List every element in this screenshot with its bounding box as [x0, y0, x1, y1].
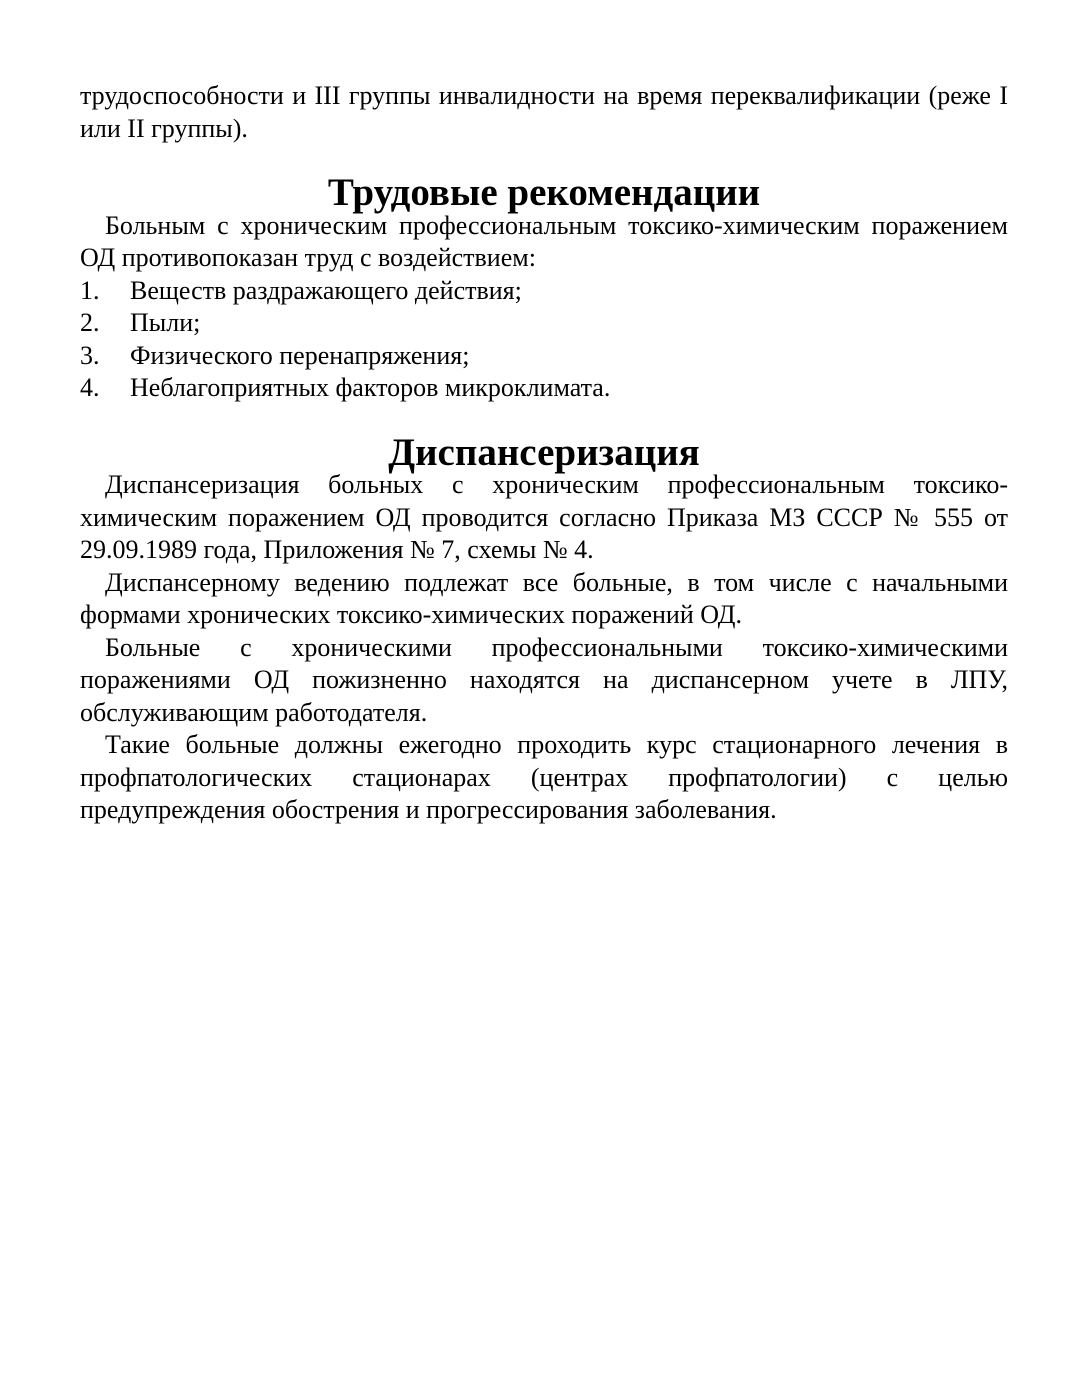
dispensary-paragraph: Такие больные должны ежегодно проходить курс стационарного лечения в профпатологических стационарах (центрах профпатологии) с целью предупреждения обострения и прогрессирования заболевания.	[80, 730, 1008, 824]
list-item-text: Веществ раздражающего действия;	[130, 275, 522, 305]
list-item-number: 2.	[80, 308, 100, 337]
list-item-number: 4.	[80, 373, 100, 402]
intro-paragraph: трудоспособности и III группы инвалидности на время переквалификации (реже I или II группы).	[80, 81, 1008, 143]
list-item	[80, 275, 1008, 308]
contraindications-list	[80, 275, 1008, 405]
document-page	[80, 80, 1008, 827]
list-item	[80, 307, 1008, 340]
dispensary-heading: Диспансеризация	[388, 430, 700, 474]
dispensary-paragraph: Диспансерному ведению подлежат все больные, в том числе с начальными формами хронических токсико-химических поражений ОД.	[80, 567, 1008, 629]
dispensary-paragraph: Диспансеризация больных с хроническим профессиональным токсико-химическим поражением ОД проводится согласно Приказа МЗ СССР № 555 от 29.09.1989 года, Приложения № 7, схемы № 4.	[80, 470, 1008, 564]
work-lead-paragraph: Больным с хроническим профессиональным токсико-химическим поражением ОД противопоказан труд с воздействием:	[80, 210, 1008, 272]
list-item-text: Физического перенапряжения;	[130, 340, 470, 370]
work-recommendations-heading: Трудовые рекомендации	[327, 171, 761, 214]
list-item-number: 1.	[80, 275, 100, 305]
list-item-text: Пыли;	[130, 308, 201, 337]
list-item	[80, 340, 1008, 373]
list-item-number: 3.	[80, 340, 100, 370]
list-item	[80, 372, 1008, 405]
list-item-text: Неблагоприятных факторов микроклимата.	[130, 373, 611, 402]
dispensary-paragraph: Больные с хроническими профессиональными токсико-химическими поражениями ОД пожизненно находятся на диспансерном учете в ЛПУ, обслуживающим работодателя.	[80, 632, 1008, 727]
